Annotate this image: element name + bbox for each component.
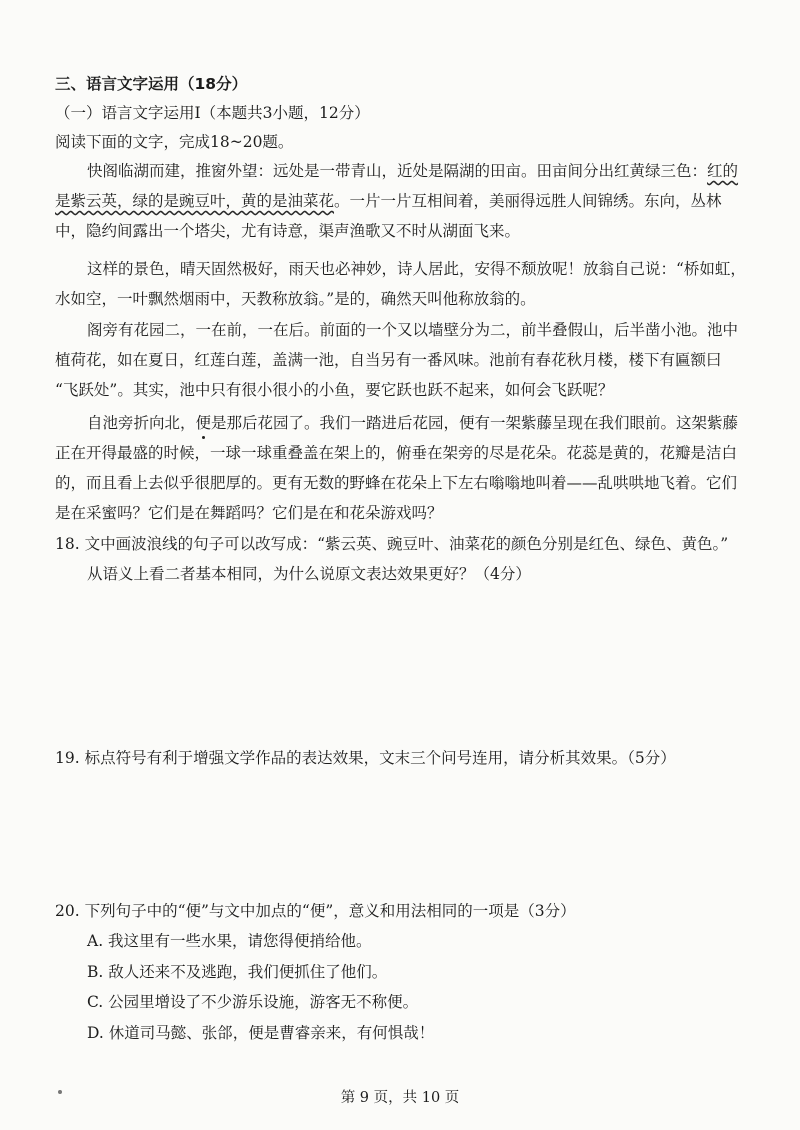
- passage-line: 中，隐约间露出一个塔尖，尤有诗意，渠声渔歌又不时从湖面飞来。: [55, 222, 521, 240]
- wavy-underlined-text: 是紫云英，绿的是豌豆叶，黄的是油菜花: [55, 192, 335, 210]
- option-a: A. 我这里有一些水果，请您得便捎给他。: [87, 932, 372, 950]
- passage-line: 是在采蜜吗？它们是在舞蹈吗？它们是在和花朵游戏吗？: [55, 504, 443, 522]
- question-text: 从语义上看二者基本相同，为什么说原文表达效果更好？（4分）: [87, 565, 531, 583]
- passage-line: 快阁临湖而建，推窗外望：远处是一带青山，近处是隔湖的田亩。田亩间分出红黄绿三色：红的: [87, 162, 739, 180]
- dotted-character: 便: [195, 414, 212, 432]
- option-c: C. 公园里增设了不少游乐设施，游客无不称便。: [87, 993, 419, 1011]
- subsection-title: （一）语言文字运用Ⅰ（本题共3小题，12分）: [55, 104, 370, 122]
- wavy-underlined-text: 红的: [707, 162, 739, 180]
- instruction: 阅读下面的文字，完成18~20题。: [55, 133, 294, 151]
- passage-line: 自池旁折向北，便是那后花园了。我们一踏进后花园，便有一架紫藤呈现在我们眼前。这架紫藤: [87, 414, 739, 432]
- passage-line: 植荷花，如在夏日，红莲白莲，盖满一池，自当另有一番风味。池前有春花秋月楼，楼下有匾额曰: [55, 351, 722, 369]
- passage-line: 正在开得最盛的时候，一球一球重叠盖在架上的，俯垂在架旁的尽是花朵。花蕊是黄的，花瓣是洁白: [55, 444, 738, 462]
- passage-line: 是紫云英，绿的是豌豆叶，黄的是油菜花。一片一片互相间着，美丽得远胜人间锦绣。东向，丛林: [55, 192, 722, 210]
- passage-line: 的，而且看上去似乎很肥厚的。更有无数的野蜂在花朵上下左右嗡嗡地叫着——乱哄哄地飞着。它们: [55, 474, 738, 492]
- passage-line: “飞跃处”。其实，池中只有很小很小的小鱼，要它跃也跃不起来，如何会飞跃呢？: [55, 381, 614, 399]
- passage-line: 阁旁有花园二，一在前，一在后。前面的一个又以墙壁分为二，前半叠假山，后半凿小池。池中: [87, 321, 739, 339]
- question-text: 19. 标点符号有利于增强文学作品的表达效果，文末三个问号连用，请分析其效果。（5分）: [55, 749, 676, 767]
- passage-line: 这样的景色，晴天固然极好，雨天也必神妙，诗人居此，安得不颓放呢！放翁自己说：“桥如虹，: [87, 260, 746, 278]
- page-footer: 第 9 页，共 10 页: [340, 1090, 460, 1106]
- passage-line: 水如空，一叶飘然烟雨中，天教称放翁。”是的，确然天叫他称放翁的。: [55, 290, 536, 308]
- question-text: 18. 文中画波浪线的句子可以改写成：“紫云英、豌豆叶、油菜花的颜色分别是红色、绿色、黄色。”: [55, 535, 729, 553]
- option-b: B. 敌人还来不及逃跑，我们便抓住了他们。: [87, 963, 388, 981]
- option-d: D. 休道司马懿、张郃，便是曹睿亲来，有何惧哉！: [87, 1024, 435, 1042]
- question-stem: 20. 下列句子中的“便”与文中加点的“便”，意义和用法相同的一项是（3分）: [55, 902, 576, 920]
- section-title: 三、语言文字运用（18分）: [55, 75, 248, 93]
